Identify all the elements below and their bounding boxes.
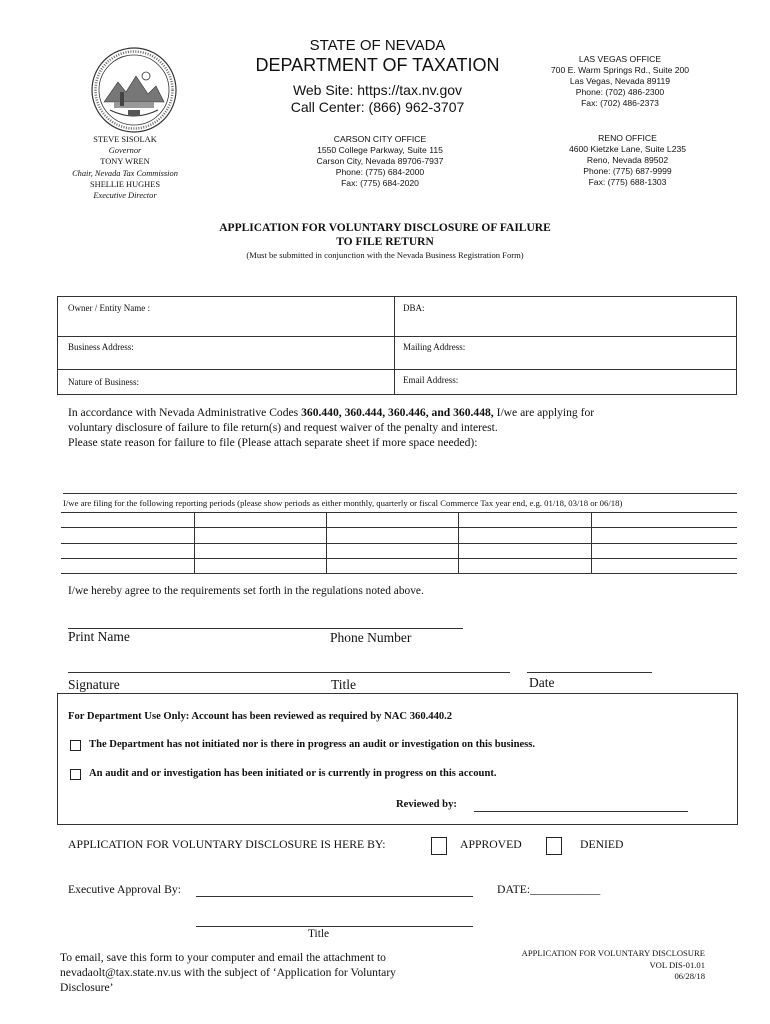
reno-office <box>545 133 710 188</box>
date-label: Date <box>529 675 555 690</box>
paragraph-line1 <box>68 405 708 420</box>
signature-label: Signature <box>68 677 120 692</box>
no-audit-checkbox[interactable] <box>70 740 81 751</box>
reviewed-by-line[interactable] <box>474 811 688 812</box>
paragraph-line3: Please state reason for failure to file (Please attach separate sheet if more space needed): <box>68 436 478 449</box>
office-city: Reno, Nevada 89502 <box>586 155 669 165</box>
office-name: RENO OFFICE <box>598 133 657 143</box>
approval-title-label: Title <box>308 928 330 940</box>
audit-initiated-checkbox[interactable] <box>70 769 81 780</box>
no-audit-option: The Department has not initiated nor is there in progress an audit or investigation on this business. <box>89 739 536 750</box>
office-name: LAS VEGAS OFFICE <box>578 54 662 64</box>
form-name: APPLICATION FOR VOLUNTARY DISCLOSURE <box>521 948 705 958</box>
director-name: SHELLIE HUGHES <box>89 179 161 189</box>
disclosure-paragraph <box>68 405 708 450</box>
form-date: 06/28/18 <box>674 971 705 981</box>
phone-number-label: Phone Number <box>330 630 412 645</box>
las-vegas-office <box>535 54 705 109</box>
para-text: In accordance with Nevada Administrative Codes <box>68 406 302 419</box>
chair-title: Chair, Nevada Tax Commission <box>72 168 178 178</box>
mailing-address-field[interactable]: Mailing Address: <box>403 342 466 352</box>
reviewed-by-label: Reviewed by: <box>396 799 457 810</box>
signature-title-line[interactable] <box>68 672 510 673</box>
print-name-label: Print Name <box>68 629 130 644</box>
office-phone: Phone: (775) 687-9999 <box>583 166 672 176</box>
nevada-state-seal <box>90 46 178 134</box>
office-address: 1550 College Parkway, Suite 115 <box>317 145 443 155</box>
dba-field[interactable]: DBA: <box>403 303 425 313</box>
call-center: Call Center: (866) 962-3707 <box>290 99 465 115</box>
office-fax: Fax: (702) 486-2373 <box>581 98 659 108</box>
department-use-heading: For Department Use Only: Account has been reviewed as required by NAC 360.440.2 <box>68 711 453 722</box>
office-phone: Phone: (702) 486-2300 <box>575 87 665 97</box>
department-name: DEPARTMENT OF TAXATION <box>255 55 500 75</box>
approval-title-line[interactable] <box>196 926 473 927</box>
office-city: Las Vegas, Nevada 89119 <box>569 76 671 86</box>
director-title: Executive Director <box>93 191 157 201</box>
denied-label: DENIED <box>580 838 624 851</box>
form-title-line1: APPLICATION FOR VOLUNTARY DISCLOSURE OF FAILURE <box>219 222 551 234</box>
reporting-periods-table[interactable] <box>61 512 737 574</box>
reason-input-line[interactable] <box>63 493 737 494</box>
agreement-statement: I/we hereby agree to the requirements set forth in the regulations noted above. <box>68 585 424 597</box>
governor-name: STEVE SISOLAK <box>93 135 157 144</box>
reporting-periods-label: I/we are filing for the following reporting periods (please show periods as either monthly, quarterly or fiscal Commerce Tax year end, e.g. 01/18, 03/18 or 06/18) <box>63 498 623 508</box>
entity-info-table <box>57 296 737 395</box>
approval-label: APPLICATION FOR VOLUNTARY DISCLOSURE IS HERE BY: <box>68 838 386 851</box>
para-text: I/we are applying for <box>493 406 595 419</box>
nature-of-business-field[interactable]: Nature of Business: <box>68 377 139 387</box>
officials <box>55 134 195 201</box>
carson-city-office <box>300 134 460 189</box>
chair-name: TONY WREN <box>100 157 150 167</box>
executive-approval-line[interactable] <box>196 896 473 897</box>
office-fax: Fax: (775) 684-2020 <box>341 178 419 188</box>
denied-checkbox[interactable] <box>546 837 562 855</box>
governor-title: Governor <box>108 146 142 156</box>
website: Web Site: https://tax.nv.gov <box>292 82 463 98</box>
form-subtitle: (Must be submitted in conjunction with the Nevada Business Registration Form) <box>246 250 524 260</box>
form-title <box>150 221 620 249</box>
approval-date: DATE:____________ <box>497 883 601 896</box>
date-line[interactable] <box>527 672 652 673</box>
paragraph-line2: voluntary disclosure of failure to file return(s) and request waiver of the penalty and interest. <box>68 421 498 434</box>
email-address-field[interactable]: Email Address: <box>403 375 459 385</box>
title-label: Title <box>331 677 357 692</box>
nac-codes: 360.440, 360.444, 360.446, and 360.448, <box>301 406 494 419</box>
form-identifier <box>465 948 705 983</box>
approved-label: APPROVED <box>460 838 522 851</box>
audit-initiated-option: An audit and or investigation has been initiated or is currently in progress on this account. <box>89 768 497 779</box>
executive-approval-label: Executive Approval By: <box>68 883 181 896</box>
office-fax: Fax: (775) 688-1303 <box>588 177 667 187</box>
office-name: CARSON CITY OFFICE <box>333 134 427 144</box>
business-address-field[interactable]: Business Address: <box>68 342 134 352</box>
office-address: 4600 Kietzke Lane, Suite L235 <box>568 144 687 154</box>
state-name: STATE OF NEVADA <box>309 37 446 54</box>
email-instructions: To email, save this form to your computer and email the attachment to nevadaolt@tax.state.nv.us with the subject of ‘Application for Voluntary Disclosure’ <box>60 951 396 994</box>
office-phone: Phone: (775) 684-2000 <box>335 167 425 177</box>
office-address: 700 E. Warm Springs Rd., Suite 200 <box>550 65 690 75</box>
form-code: VOL DIS-01.01 <box>649 959 705 970</box>
department-use-box <box>57 693 738 825</box>
form-title-line2: TO FILE RETURN <box>336 236 434 248</box>
owner-entity-name-field[interactable]: Owner / Entity Name : <box>68 303 150 313</box>
office-city: Carson City, Nevada 89706-7937 <box>316 156 444 166</box>
approved-checkbox[interactable] <box>431 837 447 855</box>
